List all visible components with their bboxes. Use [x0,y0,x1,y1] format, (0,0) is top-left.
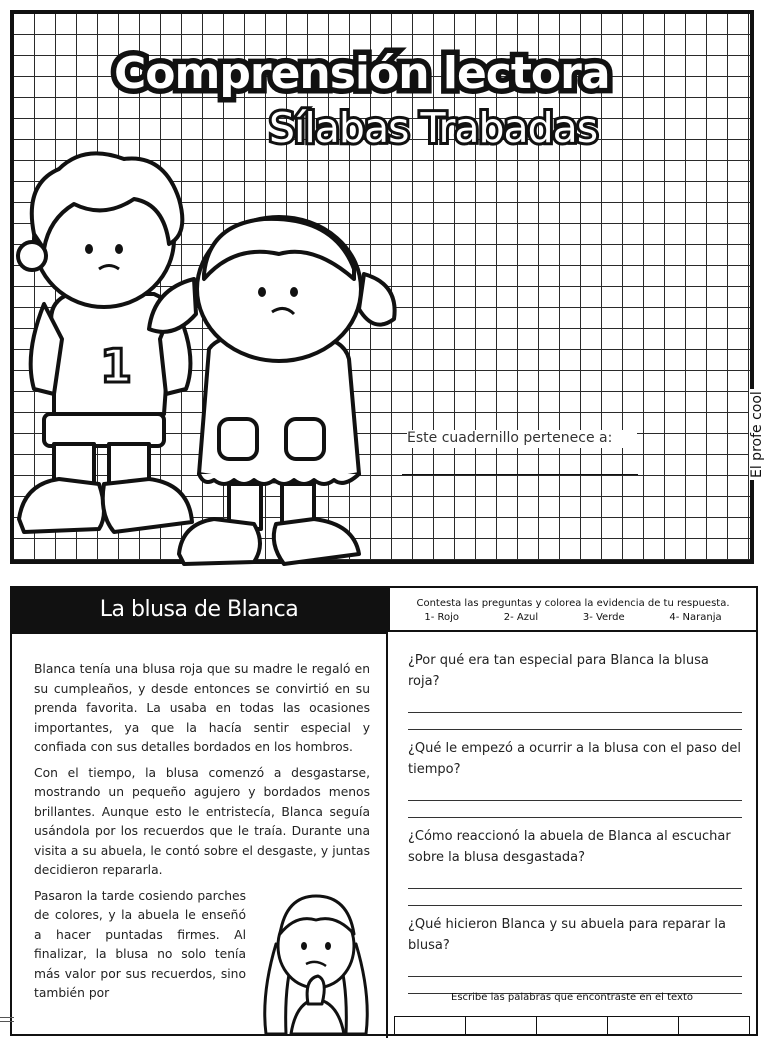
question-text: ¿Cómo reaccionó la abuela de Blanca al escuchar sobre la blusa desgastada? [408,829,731,865]
word-cell[interactable] [395,1017,466,1035]
answer-line[interactable] [408,888,742,889]
question-text: ¿Qué le empezó a ocurrir a la blusa con el paso del tiempo? [408,741,741,777]
cover-subtitle: Sílabas Trabadas [269,104,598,152]
scroll-handle[interactable] [0,1017,14,1022]
instructions-text: Contesta las preguntas y colorea la evidencia de tu respuesta. [416,598,730,609]
question-item [408,738,742,818]
answer-line[interactable] [408,817,742,818]
questions-list [408,650,742,1002]
color-key-item: 4- Naranja [669,612,722,623]
answer-line[interactable] [408,729,742,730]
word-cell[interactable] [608,1017,679,1035]
story-paragraph: Pasaron la tarde cosiendo parches de colores, y la abuela le enseñó a hacer puntadas firmes. Al finalizar, la blusa no solo tenía más valor por sus recuerdos, sino también por [34,888,246,1000]
question-text: ¿Qué hicieron Blanca y su abuela para reparar la blusa? [408,917,726,953]
answer-line[interactable] [408,800,742,801]
word-cell[interactable] [537,1017,608,1035]
shirt-number: 1 [100,339,133,393]
thinking-girl-illustration [256,884,376,1034]
color-key-item: 3- Verde [582,612,625,623]
words-table [394,1016,750,1036]
words-instruction: Escribe las palabras que encontraste en el texto [451,992,693,1003]
author-credit: El profe cool [749,391,765,478]
cover-title: Comprensión lectora [114,48,610,99]
question-item [408,650,742,730]
color-key-item: 1- Rojo [424,612,460,623]
instructions-box [388,588,756,632]
question-item [408,826,742,906]
story-paragraph: Con el tiempo, la blusa comenzó a desgastarse, mostrando un pequeño agujero y bordados menos brillantes. Aunque esto le entristecía, Blanca seguía usándola por los recuerdos que le traía. Durante una visita a su abuela, le contó sobre el desgaste, y juntas decidieron repararla. [34,765,370,877]
question-item [408,914,742,994]
worksheet-page [10,586,758,1036]
word-cell[interactable] [466,1017,537,1035]
owner-label: Este cuadernillo pertenece a: [407,430,637,448]
answer-line[interactable] [408,712,742,713]
answer-line[interactable] [408,905,742,906]
story-title: La blusa de Blanca [12,588,386,632]
story-paragraph: Blanca tenía una blusa roja que su madre le regaló en su cumpleaños, y desde entonces se convirtió en su prenda favorita. La usaba en todas las ocasiones importantes, ya que la hacía sentir especial y confiada con sus detalles bordados en los hombros. [34,662,370,754]
divider [12,632,386,634]
color-key-item: 2- Azul [503,612,539,623]
color-key [390,611,756,624]
answer-line[interactable] [408,976,742,977]
word-cell[interactable] [679,1017,749,1035]
kids-illustration [14,144,404,584]
owner-name-line[interactable] [402,474,638,475]
question-text: ¿Por qué era tan especial para Blanca la blusa roja? [408,653,709,689]
cover-page [10,10,765,564]
column-divider [386,588,388,1038]
